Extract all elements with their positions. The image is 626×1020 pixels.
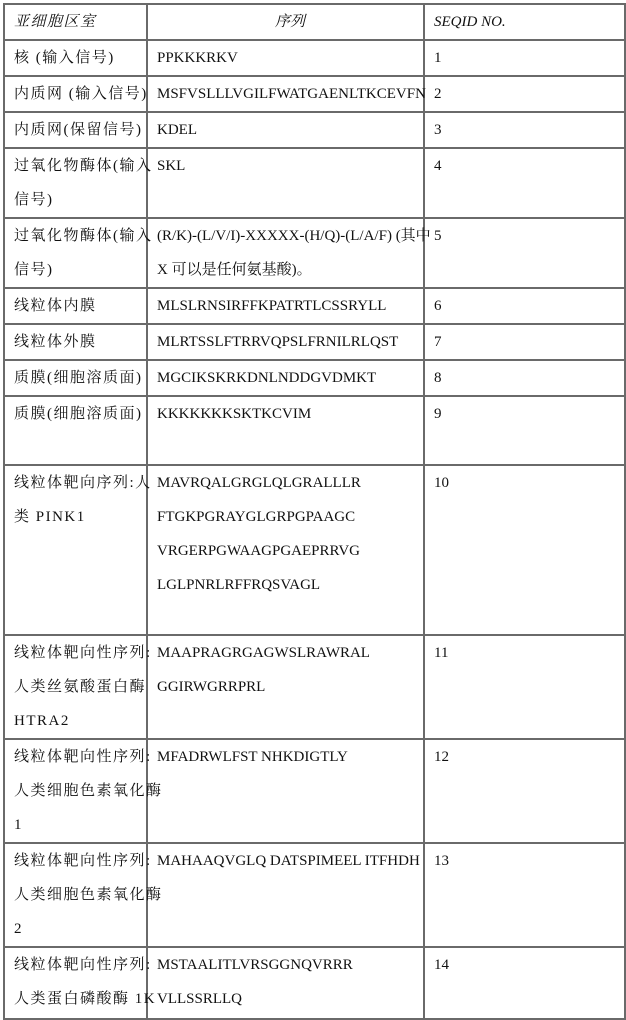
sequence-cell bbox=[147, 288, 424, 324]
seq-id-cell: 11 bbox=[424, 635, 625, 739]
compartment-cell-line: 核 (输入信号) bbox=[14, 41, 146, 75]
compartment-cell-line: 人类细胞色素氧化酶 bbox=[14, 878, 146, 912]
compartment-cell bbox=[4, 360, 147, 396]
compartment-cell-line: 人类丝氨酸蛋白酶 bbox=[14, 670, 146, 704]
compartment-cell-line: 质膜(细胞溶质面) bbox=[14, 397, 146, 431]
sequence-cell bbox=[147, 843, 424, 947]
table-row bbox=[4, 843, 625, 947]
sequence-cell-line: MAVRQALGRGLQLGRALLLR bbox=[157, 466, 423, 500]
sequence-cell-line: VLLSSRLLQ bbox=[157, 982, 423, 1016]
header-seq-id: SEQID NO. bbox=[424, 4, 625, 40]
compartment-cell-line: 线粒体靶向性序列: bbox=[14, 948, 146, 982]
compartment-cell bbox=[4, 947, 147, 1019]
seq-id-cell: 6 bbox=[424, 288, 625, 324]
table-row bbox=[4, 288, 625, 324]
table-row bbox=[4, 396, 625, 465]
compartment-cell bbox=[4, 635, 147, 739]
compartment-cell-line: 2 bbox=[14, 912, 146, 946]
seq-id-cell: 1 bbox=[424, 40, 625, 76]
compartment-cell-line: 过氧化物酶体(输入 bbox=[14, 219, 146, 253]
sequence-cell-line: MSFVSLLLVGILFWATGAENLTKCEVFN bbox=[157, 77, 423, 111]
table-row bbox=[4, 148, 625, 218]
compartment-cell-line: 过氧化物酶体(输入 bbox=[14, 149, 146, 183]
compartment-cell-line: 信号) bbox=[14, 253, 146, 287]
compartment-cell bbox=[4, 148, 147, 218]
sequence-cell bbox=[147, 40, 424, 76]
compartment-cell-line: 质膜(细胞溶质面) bbox=[14, 361, 146, 395]
seq-id-cell: 5 bbox=[424, 218, 625, 288]
compartment-cell-line: 1 bbox=[14, 808, 146, 842]
compartment-cell-line: HTRA2 bbox=[14, 704, 146, 738]
seq-id-cell: 2 bbox=[424, 76, 625, 112]
seq-id-cell: 10 bbox=[424, 465, 625, 635]
compartment-cell-line: 类 PINK1 bbox=[14, 500, 146, 534]
table-row bbox=[4, 947, 625, 1019]
sequence-cell-line: MAAPRAGRGAGWSLRAWRAL bbox=[157, 636, 423, 670]
compartment-cell bbox=[4, 218, 147, 288]
seq-id-cell: 9 bbox=[424, 396, 625, 465]
sequence-cell bbox=[147, 635, 424, 739]
sequence-cell bbox=[147, 739, 424, 843]
sequence-cell-line: KDEL bbox=[157, 113, 423, 147]
compartment-cell bbox=[4, 76, 147, 112]
compartment-cell bbox=[4, 112, 147, 148]
compartment-cell-line: 线粒体靶向序列:人 bbox=[14, 466, 146, 500]
compartment-cell bbox=[4, 324, 147, 360]
sequence-cell-line: SKL bbox=[157, 149, 423, 183]
compartment-cell-line: 线粒体靶向性序列: bbox=[14, 636, 146, 670]
sequence-cell bbox=[147, 218, 424, 288]
sequence-cell-line: GGIRWGRRPRL bbox=[157, 670, 423, 704]
sequence-cell-line: X 可以是任何氨基酸)。 bbox=[157, 253, 423, 287]
seq-id-cell: 7 bbox=[424, 324, 625, 360]
sequence-cell-line: MFADRWLFST NHKDIGTLY bbox=[157, 740, 423, 774]
seq-id-cell: 14 bbox=[424, 947, 625, 1019]
signal-sequence-table bbox=[3, 3, 626, 1020]
table-row bbox=[4, 360, 625, 396]
compartment-cell-line: 内质网(保留信号) bbox=[14, 113, 146, 147]
seq-id-cell: 13 bbox=[424, 843, 625, 947]
sequence-cell bbox=[147, 465, 424, 635]
sequence-cell-line: LGLPNRLRFFRQSVAGL bbox=[157, 568, 423, 602]
sequence-cell bbox=[147, 396, 424, 465]
table-header-row bbox=[4, 4, 625, 40]
header-sequence: 序列 bbox=[147, 4, 424, 40]
seq-id-cell: 4 bbox=[424, 148, 625, 218]
compartment-cell bbox=[4, 40, 147, 76]
sequence-cell-line: MLSLRNSIRFFKPATRTLCSSRYLL bbox=[157, 289, 423, 323]
sequence-cell-line: (R/K)-(L/V/I)-XXXXX-(H/Q)-(L/A/F) (其中 bbox=[157, 219, 423, 253]
compartment-cell-line: 信号) bbox=[14, 183, 146, 217]
sequence-cell bbox=[147, 324, 424, 360]
compartment-cell-line: 线粒体靶向性序列: bbox=[14, 844, 146, 878]
compartment-cell-line: 线粒体内膜 bbox=[14, 289, 146, 323]
sequence-cell-line: KKKKKKKSKTKCVIM bbox=[157, 397, 423, 431]
compartment-cell bbox=[4, 465, 147, 635]
compartment-cell-line: 线粒体靶向性序列: bbox=[14, 740, 146, 774]
compartment-cell-line: 内质网 (输入信号) bbox=[14, 77, 146, 111]
compartment-cell-line: 人类细胞色素氧化酶 bbox=[14, 774, 146, 808]
sequence-cell bbox=[147, 360, 424, 396]
sequence-cell-line: MAHAAQVGLQ DATSPIMEEL ITFHDH bbox=[157, 844, 423, 878]
sequence-cell bbox=[147, 112, 424, 148]
compartment-cell-line: 线粒体外膜 bbox=[14, 325, 146, 359]
compartment-cell bbox=[4, 739, 147, 843]
sequence-cell-line: VRGERPGWAAGPGAEPRRVG bbox=[157, 534, 423, 568]
sequence-cell-line: FTGKPGRAYGLGRPGPAAGC bbox=[157, 500, 423, 534]
table-row bbox=[4, 635, 625, 739]
sequence-cell bbox=[147, 76, 424, 112]
table-row bbox=[4, 465, 625, 635]
seq-id-cell: 8 bbox=[424, 360, 625, 396]
sequence-cell-line: MSTAALITLVRSGGNQVRRR bbox=[157, 948, 423, 982]
compartment-cell bbox=[4, 396, 147, 465]
sequence-cell-line: PPKKKRKV bbox=[157, 41, 423, 75]
compartment-cell bbox=[4, 288, 147, 324]
sequence-cell bbox=[147, 947, 424, 1019]
seq-id-cell: 3 bbox=[424, 112, 625, 148]
compartment-cell bbox=[4, 843, 147, 947]
table-row bbox=[4, 112, 625, 148]
header-compartment: 亚细胞区室 bbox=[4, 4, 147, 40]
compartment-cell-line: 人类蛋白磷酸酶 1K bbox=[14, 982, 146, 1016]
seq-id-cell: 12 bbox=[424, 739, 625, 843]
table-row bbox=[4, 218, 625, 288]
table-row bbox=[4, 324, 625, 360]
sequence-cell bbox=[147, 148, 424, 218]
table-row bbox=[4, 739, 625, 843]
sequence-cell-line: MLRTSSLFTRRVQPSLFRNILRLQST bbox=[157, 325, 423, 359]
sequence-cell-line: MGCIKSKRKDNLNDDGVDMKT bbox=[157, 361, 423, 395]
table-row bbox=[4, 76, 625, 112]
table-row bbox=[4, 40, 625, 76]
